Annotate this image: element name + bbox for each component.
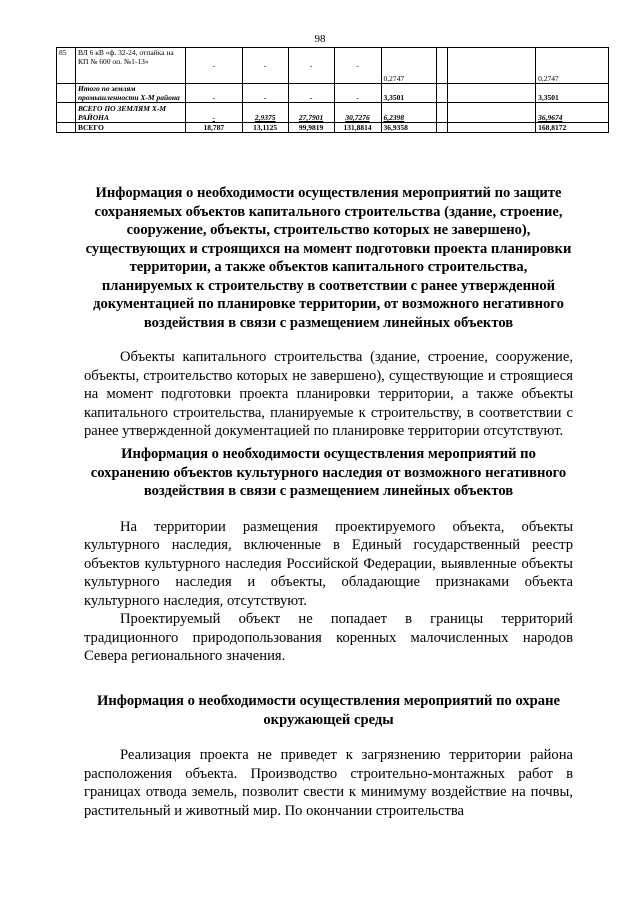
section-environment bbox=[84, 692, 573, 820]
section-cultural-heritage bbox=[84, 445, 573, 666]
cell bbox=[437, 123, 448, 133]
cell: - bbox=[334, 84, 381, 103]
paragraph: На территории размещения проектируемого объекта, объекты культурного наследия, включенные в Единый государственный реестр объектов культурного наследия Российской Федерации, выявленные объекты культурного наследия и объекты, обладающие признаками объекта культурного наследия, отсутствуют. bbox=[84, 518, 573, 609]
section-capital-construction bbox=[84, 184, 573, 441]
row-number: 85 bbox=[57, 48, 76, 84]
table-row bbox=[57, 103, 609, 123]
cell: 30,7276 bbox=[334, 103, 381, 123]
table-row bbox=[57, 123, 609, 133]
row-name: ВСЕГО bbox=[75, 123, 185, 133]
cell bbox=[437, 48, 448, 84]
land-area-table bbox=[56, 47, 609, 133]
cell: - bbox=[288, 48, 334, 84]
row-name: ВЛ 6 кВ «ф. 32-24, отпайка на КП № 600 оп. №1-13» bbox=[75, 48, 185, 84]
cell: 168,8172 bbox=[536, 123, 609, 133]
cell: 18,787 bbox=[185, 123, 242, 133]
cell bbox=[448, 123, 536, 133]
section-heading: Информация о необходимости осуществления мероприятий по охране окружающей среды bbox=[97, 693, 560, 728]
paragraph: Объекты капитального строительства (здание, строение, сооружение, объекты, строительство которых не завершено), существующие и строящиеся на момент подготовки проекта планировки территории, а также объекты капитального строительства, планируемые к строительству, в соответствии с ранее утвержденной документацией по планировке территории отсутствуют. bbox=[84, 349, 573, 439]
section-heading: Информация о необходимости осуществления мероприятий по защите сохраняемых объектов капитального строительства (здание, строение, сооружение, объекты, строительство которых не завершено), существующих и строящихся на момент подготовки проекта планировки территории, а также объектов капитального строительства, планируемых к строительству в соответствии с ранее утвержденной документацией по планировке территории, от возможного негативного воздействия в связи с размещением линейных объектов bbox=[85, 185, 572, 331]
cell: 131,8814 bbox=[334, 123, 381, 133]
row-name: ВСЕГО ПО ЗЕМЛЯМ Х-М РАЙОНА bbox=[75, 103, 185, 123]
paragraph: Проектируемый объект не попадает в границы территорий традиционного природопользования коренных малочисленных народов Севера регионального значения. bbox=[84, 611, 573, 664]
cell: 99,9819 bbox=[288, 123, 334, 133]
cell: - bbox=[242, 48, 288, 84]
cell: - bbox=[185, 84, 242, 103]
cell: 2,9375 bbox=[242, 103, 288, 123]
cell: 6,2398 bbox=[381, 103, 437, 123]
cell: - bbox=[334, 48, 381, 84]
cell: 36,9674 bbox=[536, 103, 609, 123]
cell: - bbox=[288, 84, 334, 103]
cell: - bbox=[242, 84, 288, 103]
page-number: 98 bbox=[314, 33, 326, 45]
cell bbox=[448, 84, 536, 103]
table-row bbox=[57, 48, 609, 84]
cell: 27,7901 bbox=[288, 103, 334, 123]
section-heading: Информация о необходимости осуществления мероприятий по сохранению объектов культурного наследия от возможного негативного воздействия в связи с размещением линейных объектов bbox=[90, 446, 567, 499]
row-name: Итого по землям промышленности Х-М района bbox=[75, 84, 185, 103]
table-row bbox=[57, 84, 609, 103]
cell: 3,3501 bbox=[381, 84, 437, 103]
paragraph: Реализация проекта не приведет к загрязнению территории района расположения объекта. Производство строительно-монтажных работ в границах отвода земель, позволит свести к минимуму воздействие на почвы, растительный и животный мир. По окончании строительства bbox=[84, 747, 573, 819]
cell: - bbox=[185, 103, 242, 123]
row-number bbox=[57, 123, 76, 133]
cell bbox=[437, 103, 448, 123]
cell: 3,3501 bbox=[536, 84, 609, 103]
cell: 0,2747 bbox=[536, 48, 609, 84]
cell: 0,2747 bbox=[381, 48, 437, 84]
cell bbox=[448, 103, 536, 123]
cell bbox=[448, 48, 536, 84]
row-number bbox=[57, 103, 76, 123]
cell: 13,1125 bbox=[242, 123, 288, 133]
cell: - bbox=[185, 48, 242, 84]
cell: 36,9358 bbox=[381, 123, 437, 133]
row-number bbox=[57, 84, 76, 103]
cell bbox=[437, 84, 448, 103]
